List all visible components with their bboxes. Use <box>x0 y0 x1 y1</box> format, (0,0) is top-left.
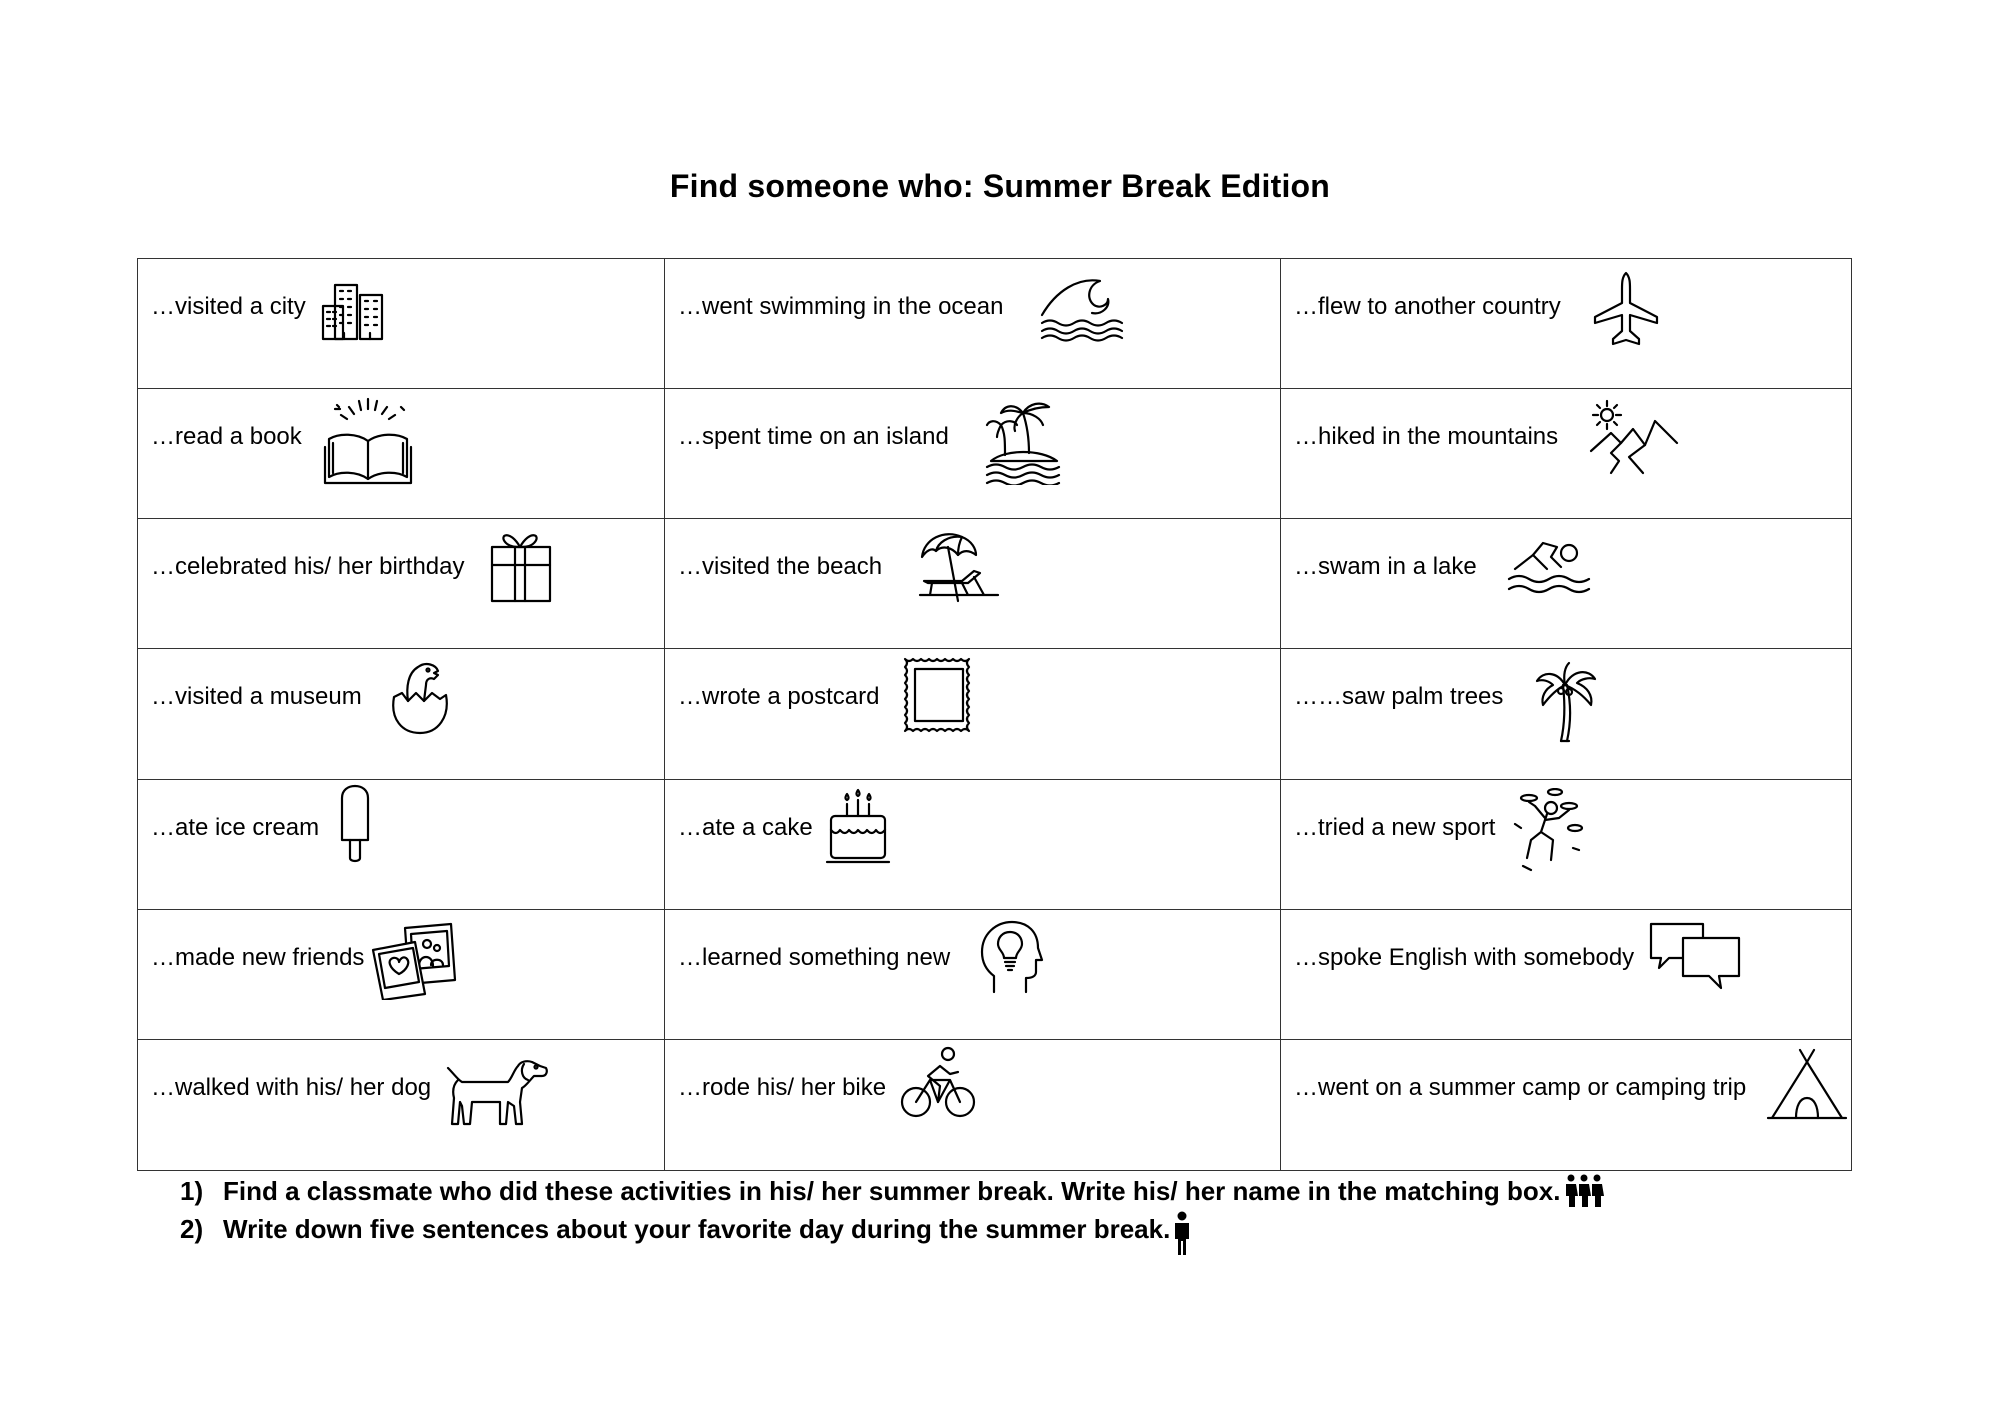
single-person-icon <box>1172 1211 1192 1255</box>
grid-cell[interactable] <box>138 1040 665 1170</box>
grid-cell[interactable] <box>138 780 665 910</box>
instruction-number: 2) <box>180 1213 204 1244</box>
grid-cell[interactable] <box>665 389 1281 519</box>
island-palm-icon <box>985 393 1065 485</box>
instruction-number: 1) <box>180 1175 204 1206</box>
instruction-text: Write down five sentences about your favorite day during the summer break. <box>223 1213 1171 1244</box>
city-buildings-icon <box>318 281 388 341</box>
group-of-people-icon <box>1564 1174 1604 1208</box>
cell-label: ……saw palm trees <box>1294 683 1504 711</box>
grid-cell[interactable] <box>1281 1040 1851 1170</box>
instruction-item <box>180 1172 1604 1210</box>
photo-frames-icon <box>371 922 457 1000</box>
open-book-icon <box>323 395 413 485</box>
cell-label: …went swimming in the ocean <box>678 293 1004 320</box>
grid-cell[interactable] <box>1281 519 1851 649</box>
cell-label: …read a book <box>151 423 302 451</box>
cell-label: …ate a cake <box>678 813 813 841</box>
postage-stamp-icon <box>901 655 977 735</box>
instruction-text: Find a classmate who did these activities in his/ her summer break. Write his/ her name in the matching box. <box>223 1175 1561 1206</box>
cell-label: …spoke English with somebody <box>1294 943 1635 971</box>
grid-cell[interactable] <box>138 910 665 1040</box>
worksheet-title: Find someone who: Summer Break Edition <box>669 168 1331 204</box>
grid-cell[interactable] <box>665 780 1281 910</box>
dog-icon <box>446 1058 550 1128</box>
palm-tree-icon <box>1531 659 1601 743</box>
dinosaur-egg-icon <box>388 657 450 737</box>
grid-cell[interactable] <box>665 1040 1281 1170</box>
ocean-wave-icon <box>1038 273 1128 343</box>
instructions-list <box>180 1172 1604 1248</box>
grid-cell[interactable] <box>665 519 1281 649</box>
cell-label: …celebrated his/ her birthday <box>151 553 465 581</box>
cell-label: …went on a summer camp or camping trip <box>1294 1073 1747 1101</box>
climbing-wall-icon <box>1511 788 1591 872</box>
gift-box-icon <box>488 525 554 605</box>
grid-cell[interactable] <box>138 519 665 649</box>
cell-label: …flew to another country <box>1294 293 1561 320</box>
cell-label: …swam in a lake <box>1294 553 1477 581</box>
beach-umbrella-icon <box>918 527 1000 609</box>
cell-label: …tried a new sport <box>1294 813 1496 841</box>
grid-cell[interactable] <box>665 910 1281 1040</box>
grid-cell[interactable] <box>1281 780 1851 910</box>
airplane-icon <box>1591 269 1661 349</box>
speech-bubbles-icon <box>1649 922 1741 994</box>
cell-label: …spent time on an island <box>678 423 949 451</box>
cell-label: …visited a museum <box>151 683 362 711</box>
grid-cell[interactable] <box>138 389 665 519</box>
swimmer-icon <box>1507 535 1593 601</box>
cell-label: …ate ice cream <box>151 813 320 841</box>
grid-cell[interactable] <box>1281 389 1851 519</box>
cell-label: …visited the beach <box>678 553 883 581</box>
cell-label: …visited a city <box>151 293 306 320</box>
grid-cell[interactable] <box>1281 910 1851 1040</box>
instruction-item <box>180 1210 1604 1248</box>
cyclist-icon <box>900 1046 976 1122</box>
activity-grid <box>137 258 1852 1171</box>
cell-label: …wrote a postcard <box>678 683 880 711</box>
birthday-cake-icon <box>825 786 891 866</box>
head-lightbulb-icon <box>978 918 1044 998</box>
cell-label: …rode his/ her bike <box>678 1073 887 1101</box>
mountains-sun-icon <box>1589 395 1679 475</box>
grid-cell[interactable] <box>665 259 1281 389</box>
cell-label: …walked with his/ her dog <box>151 1073 432 1101</box>
popsicle-icon <box>338 784 372 864</box>
cell-label: …learned something new <box>678 943 951 971</box>
cell-label: …hiked in the mountains <box>1294 423 1559 451</box>
grid-cell[interactable] <box>138 649 665 779</box>
grid-cell[interactable] <box>138 259 665 389</box>
grid-cell[interactable] <box>665 649 1281 779</box>
tent-icon <box>1766 1048 1848 1124</box>
grid-cell[interactable] <box>1281 259 1851 389</box>
grid-cell[interactable] <box>1281 649 1851 779</box>
cell-label: …made new friends <box>151 943 365 971</box>
